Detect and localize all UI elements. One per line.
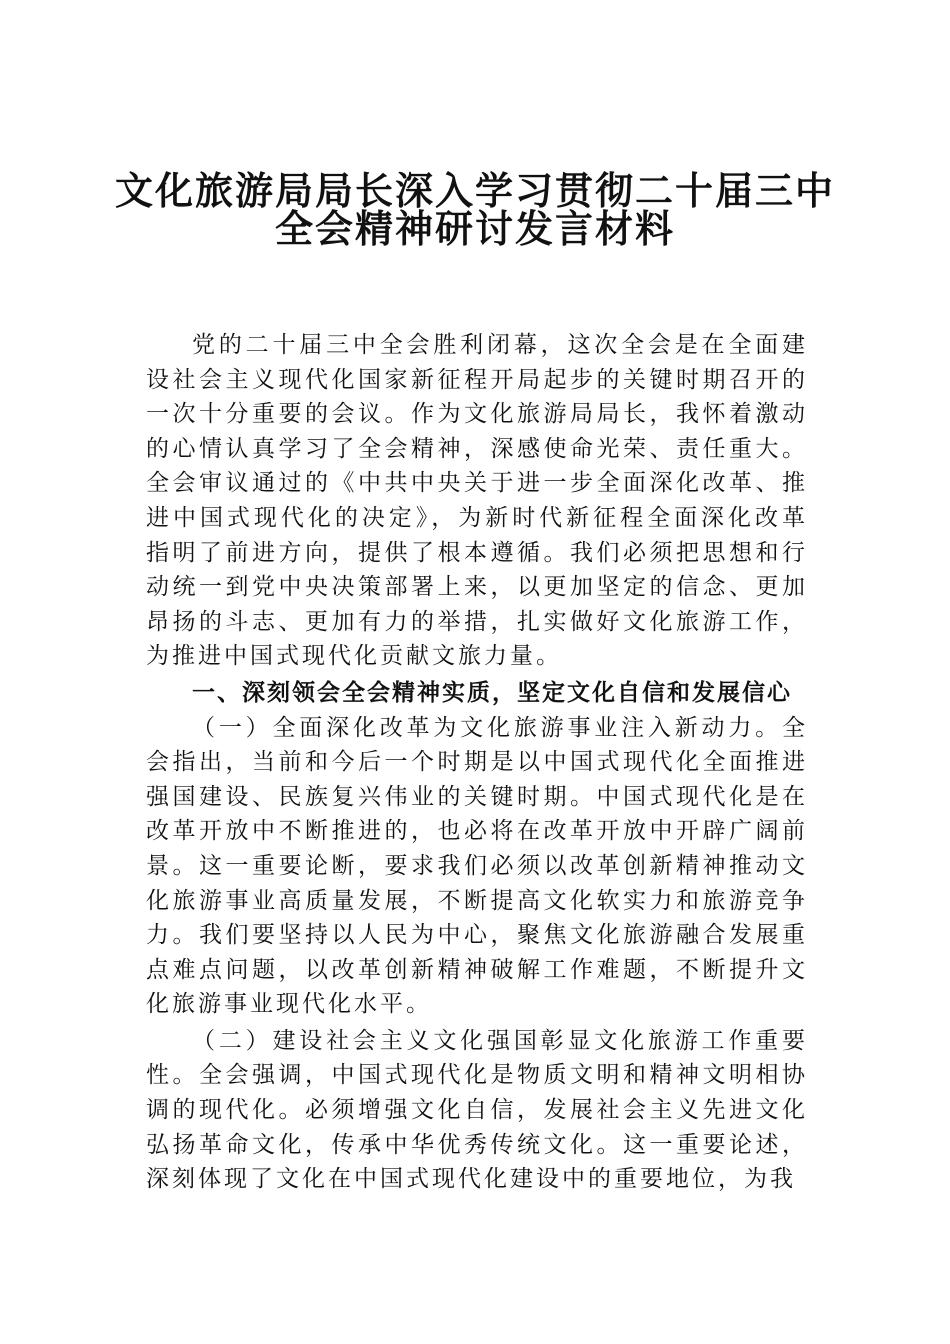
document-title-line-1: 文化旅游局局长深入学习贯彻二十届三中 — [114, 169, 835, 213]
document-title-line-2: 全会精神研讨发言材料 — [274, 207, 675, 251]
subsection-paragraph-2: （二）建设社会主义文化强国彰显文化旅游工作重要性。全会强调，中国式现代化是物质文明和精神文明相协调的现代化。必须增强文化自信，发展社会主义先进文化弘扬革命文化，传承中华优秀传统文化。这一重要论述，深刻体现了文化在中国式现代化建设中的重要地位，为我 — [146, 1027, 808, 1193]
subsection-paragraph-1: （一）全面深化改革为文化旅游事业注入新动力。全会指出，当前和今后一个时期是以中国式现代化全面推进强国建设、民族复兴伟业的关键时期。中国式现代化是在改革开放中不断推进的，也必将在改革开放中开辟广阔前景。这一重要论断，要求我们必须以改革创新精神推动文化旅游事业高质量发展，不断提高文化软实力和旅游竞争力。我们要坚持以人民为中心，聚焦文化旅游融合发展重点难点问题，以改革创新精神破解工作难题，不断提升文化旅游事业现代化水平。 — [146, 714, 808, 1018]
document-body — [146, 328, 808, 1197]
intro-paragraph: 党的二十届三中全会胜利闭幕，这次全会是在全面建设社会主义现代化国家新征程开局起步的关键时期召开的一次十分重要的会议。作为文化旅游局局长，我怀着激动的心情认真学习了全会精神，深感使命光荣、责任重大。全会审议通过的《中共中央关于进一步全面深化改革、推进中国式现代化的决定》，为新时代新征程全面深化改革指明了前进方向，提供了根本遵循。我们必须把思想和行动统一到党中央决策部署上来，以更加坚定的信念、更加昂扬的斗志、更加有力的举措，扎实做好文化旅游工作，为推进中国式现代化贡献文旅力量。 — [146, 332, 808, 670]
section-heading-1: 一、深刻领会全会精神实质，坚定文化自信和发展信心 — [192, 679, 792, 706]
